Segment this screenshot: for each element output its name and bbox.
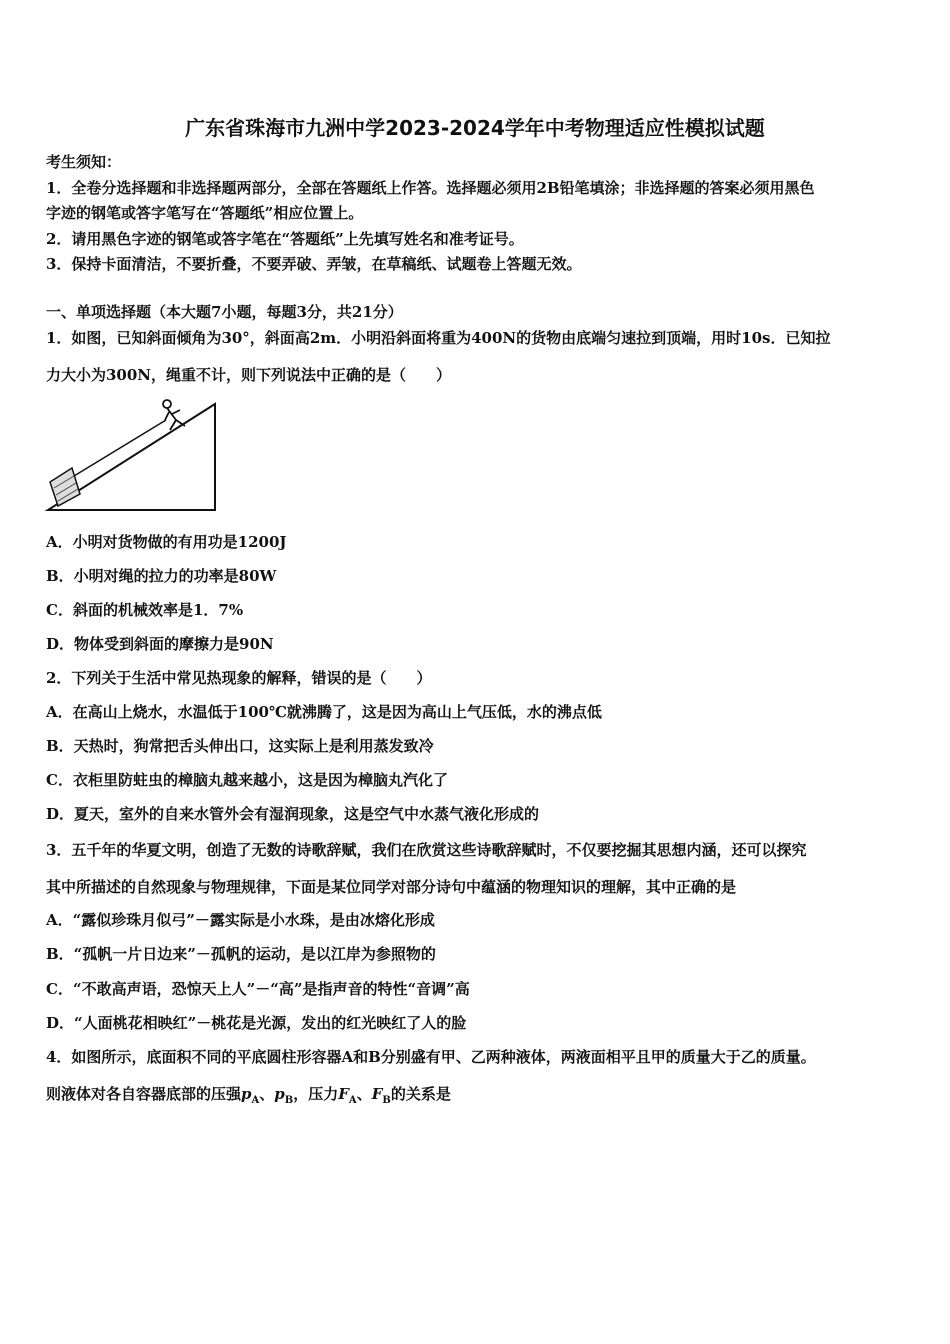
q4-var-p-a: p	[241, 1085, 252, 1103]
q4-sub-b: B	[284, 1095, 294, 1106]
q2-option-a: A．在高山上烧水，水温低于100℃就沸腾了，这是因为高山上气压低，水的沸点低	[46, 703, 602, 721]
q1-stem-line2: 力大小为300N，绳重不计，则下列说法中正确的是（ ）	[46, 366, 452, 384]
exam-title: 广东省珠海市九洲中学2023-2024学年中考物理适应性模拟试题	[185, 116, 765, 140]
q3-option-d: D．“人面桃花相映红”－桃花是光源，发出的红光映红了人的脸	[46, 1014, 467, 1032]
cargo-box	[50, 468, 80, 506]
notice-heading: 考生须知：	[46, 153, 122, 171]
rope	[74, 420, 166, 476]
q4-sub-fb: B	[382, 1095, 391, 1106]
q3-stem-line2: 其中所描述的自然现象与物理规律，下面是某位同学对部分诗句中蕴涵的物理知识的理解，其中正确的是	[46, 878, 737, 896]
q3-stem-line1: 3．五千年的华夏文明，创造了无数的诗歌辞赋，我们在欣赏这些诗歌辞赋时，不仅要挖掘其思想内涵，还可以探究	[46, 841, 807, 859]
q3-option-b: B．“孤帆一片日边来”－孤帆的运动，是以江岸为参照物的	[46, 945, 436, 963]
notice-item-3: 3．保持卡面清洁，不要折叠，不要弄破、弄皱，在草稿纸、试题卷上答题无效。	[46, 255, 582, 273]
notice-item-1-cont: 字迹的钢笔或答字笔写在“答题纸”相应位置上。	[46, 204, 364, 222]
q4-mid: ，压力	[293, 1085, 339, 1103]
q2-option-b: B．天热时，狗常把舌头伸出口，这实际上是利用蒸发致冷	[46, 737, 434, 755]
q3-option-a: A．“露似珍珠月似弓”－露实际是小水珠，是由冰熔化形成	[46, 911, 435, 929]
q2-option-c: C．衣柜里防蛀虫的樟脑丸越来越小，这是因为樟脑丸汽化了	[46, 771, 448, 789]
incline-figure	[44, 396, 219, 514]
q3-option-c: C．“不敢高声语，恐惊天上人”－“高”是指声音的特性“音调”高	[46, 980, 470, 998]
q4-suffix: 的关系是	[390, 1085, 451, 1103]
q4-prefix: 则液体对各自容器底部的压强	[46, 1085, 242, 1103]
notice-item-2: 2．请用黑色字迹的钢笔或答字笔在“答题纸”上先填写姓名和准考证号。	[46, 230, 524, 248]
q2-stem: 2．下列关于生活中常见热现象的解释，错误的是（ ）	[46, 669, 432, 687]
q4-sub-a: A	[251, 1095, 260, 1106]
q2-option-d: D．夏天，室外的自来水管外会有湿润现象，这是空气中水蒸气液化形成的	[46, 805, 540, 823]
q4-var-p-b: p	[274, 1085, 285, 1103]
notice-item-1: 1．全卷分选择题和非选择题两部分，全部在答题纸上作答。选择题必须用2B铅笔填涂；非选择题的答案必须用黑色	[46, 179, 815, 197]
q4-stem-line2	[46, 1084, 916, 1111]
q1-option-d: D．物体受到斜面的摩擦力是90N	[46, 635, 274, 653]
q1-option-b: B．小明对绳的拉力的功率是80W	[46, 567, 277, 585]
q4-sep-1: 、	[259, 1085, 275, 1103]
q1-stem-line1: 1．如图，已知斜面倾角为30°，斜面高2m．小明沿斜面将重为400N的货物由底端匀速拉到顶端，用时10s．已知拉	[46, 329, 831, 347]
q4-var-f-b: F	[371, 1085, 383, 1103]
q4-sub-fa: A	[348, 1095, 357, 1106]
q1-option-c: C．斜面的机械效率是1．7%	[46, 601, 244, 619]
q4-sep-2: 、	[356, 1085, 372, 1103]
section-heading: 一、单项选择题（本大题7小题，每题3分，共21分）	[46, 303, 403, 321]
q1-option-a: A．小明对货物做的有用功是1200J	[46, 533, 287, 551]
q4-stem-line1: 4．如图所示，底面积不同的平底圆柱形容器A和B分别盛有甲、乙两种液体，两液面相平且甲的质量大于乙的质量。	[46, 1048, 816, 1066]
q4-var-f-a: F	[338, 1085, 349, 1103]
